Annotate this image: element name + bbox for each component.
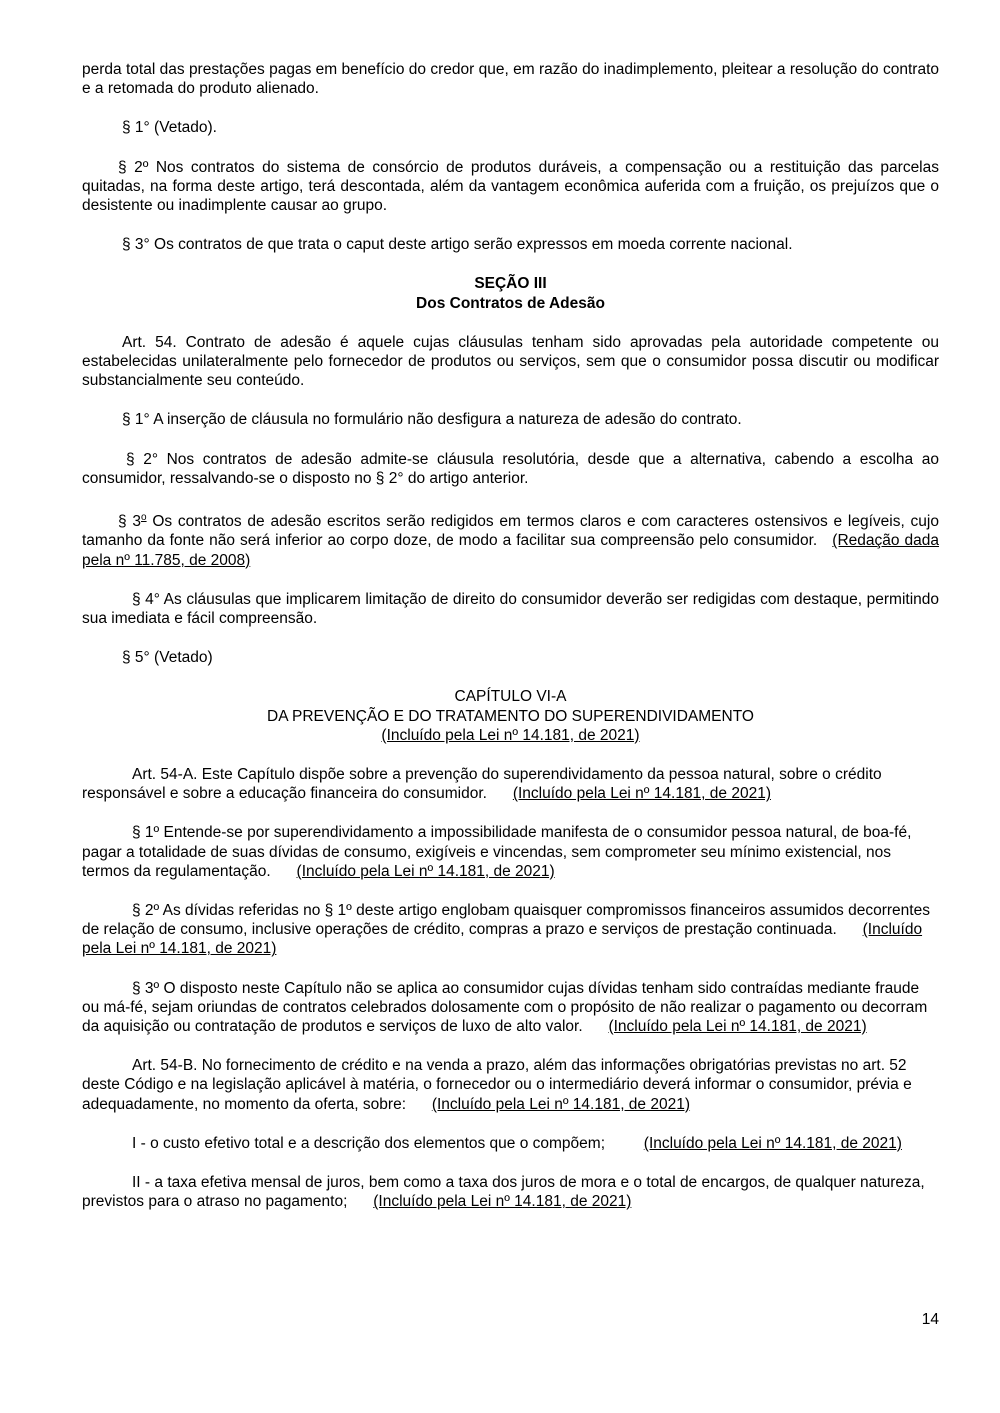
amendment-link[interactable]: (Incluído pela Lei nº 14.181, de 2021) xyxy=(296,862,555,880)
amendment-link[interactable]: (Incluído pela Lei nº 14.181, de 2021) xyxy=(82,921,923,958)
article-54b-caput xyxy=(82,1056,939,1114)
article-54b-inciso-2 xyxy=(82,1173,939,1211)
section-title: SEÇÃO III xyxy=(474,275,547,293)
article-54-paragraph-4: § 4° As cláusulas que implicarem limitação de direito do consumidor deverão ser redigidas com destaque, permitindo sua imediata e fácil compreensão. xyxy=(82,590,939,628)
ordinal-superscript: o xyxy=(141,512,147,524)
article-54-caput: Art. 54. Contrato de adesão é aquele cujas cláusulas tenham sido aprovadas pela autoridade competente ou estabelecidas unilateralmente pelo fornecedor de produtos ou serviços, sem que o consumidor possa discutir ou modificar substancialmente seu conteúdo. xyxy=(82,333,939,390)
article-54-paragraph-5: § 5° (Vetado) xyxy=(122,649,213,667)
article-54a-paragraph-3 xyxy=(82,979,939,1037)
document-page xyxy=(82,60,939,1231)
article-text: I - o custo efetivo total e a descrição dos elementos que o compõem; xyxy=(132,1134,606,1152)
article-text: § 3º O disposto neste Capítulo não se aplica ao consumidor cujas dívidas tenham sido contraídas mediante fraude ou má-fé, sejam oriundas de contratos celebrados dolosamente com o propósito de não realizar o pagamento ou decorram da aquisição ou contratação de produtos e serviços de luxo de alto valor. xyxy=(82,979,928,1036)
chapter-subtitle: DA PREVENÇÃO E DO TRATAMENTO DO SUPERENDIVIDAMENTO xyxy=(267,707,754,725)
article-54-paragraph-3 xyxy=(82,508,939,570)
article-text: Art. 54-B. No fornecimento de crédito e na venda a prazo, além das informações obrigatórias previstas no art. 52 deste Código e na legislação aplicável à matéria, o fornecedor ou o intermediário deverá informar o consumidor, prévia e adequadamente, no momento da oferta, sobre: xyxy=(82,1057,912,1113)
paragraph-text: Os contratos de adesão escritos serão redigidos em termos claros e com caracteres ostensivos e legíveis, cujo tamanho da fonte não será inferior ao corpo doze, de modo a facilitar sua compreensão pelo consumidor. xyxy=(82,513,939,550)
article-54a-paragraph-2 xyxy=(82,901,939,959)
article-text: II - a taxa efetiva mensal de juros, bem como a taxa dos juros de mora e o total de encargos, de qualquer natureza, previstos para o atraso no pagamento; xyxy=(82,1174,925,1211)
article-text: § 2º As dívidas referidas no § 1º deste artigo englobam quaisquer compromissos financeiros assumidos decorrentes de relação de consumo, inclusive operações de crédito, compras a prazo e serviços de prestação continuada. xyxy=(82,902,930,939)
section-heading xyxy=(82,274,939,312)
page-number: 14 xyxy=(921,1311,939,1328)
article-54b-inciso-1 xyxy=(82,1134,939,1153)
paragraph-symbol: § 3 xyxy=(118,513,142,531)
amendment-link[interactable]: (Incluído pela Lei nº 14.181, de 2021) xyxy=(431,1095,691,1113)
paragraph-53-3: § 3° Os contratos de que trata o caput deste artigo serão expressos em moeda corrente nacional. xyxy=(122,236,793,254)
amendment-link[interactable]: (Incluído pela Lei nº 14.181, de 2021) xyxy=(643,1134,902,1152)
paragraph-53-2: § 2º Nos contratos do sistema de consórcio de produtos duráveis, a compensação ou a restituição das parcelas quitadas, na forma deste artigo, terá descontada, além da vantagem econômica auferida com a fruição, os prejuízos que o desistente ou inadimplente causar ao grupo. xyxy=(82,158,939,215)
article-54-paragraph-2: § 2° Nos contratos de adesão admite-se cláusula resolutória, desde que a alternativa, cabendo a escolha ao consumidor, ressalvando-se o disposto no § 2° do artigo anterior. xyxy=(82,450,939,487)
section-subtitle: Dos Contratos de Adesão xyxy=(416,294,605,312)
article-text: Art. 54-A. Este Capítulo dispõe sobre a prevenção do superendividamento da pessoa natural, sobre o crédito responsável e sobre a educação financeira do consumidor. xyxy=(82,766,882,803)
paragraph-53-1: § 1° (Vetado). xyxy=(122,119,217,137)
article-54-paragraph-1: § 1° A inserção de cláusula no formulário não desfigura a natureza de adesão do contrato. xyxy=(122,411,742,429)
amendment-link[interactable]: (Redação dada pela nº 11.785, de 2008) xyxy=(82,532,940,569)
amendment-link[interactable]: (Incluído pela Lei nº 14.181, de 2021) xyxy=(373,1193,632,1211)
amendment-link[interactable]: (Incluído pela Lei nº 14.181, de 2021) xyxy=(512,785,771,803)
paragraph-continuation: perda total das prestações pagas em benefício do credor que, em razão do inadimplemento, pleitear a resolução do contrato e a retomada do produto alienado. xyxy=(82,61,939,98)
chapter-title: CAPÍTULO VI-A xyxy=(454,688,567,706)
amendment-link[interactable]: (Incluído pela Lei nº 14.181, de 2021) xyxy=(608,1018,867,1036)
article-54a-caput xyxy=(82,765,939,803)
article-54a-paragraph-1 xyxy=(82,823,939,881)
amendment-link[interactable]: (Incluído pela Lei nº 14.181, de 2021) xyxy=(381,726,640,744)
chapter-heading xyxy=(82,687,939,745)
article-text: § 1º Entende-se por superendividamento a impossibilidade manifesta de o consumidor pessoa natural, de boa-fé, pagar a totalidade de suas dívidas de consumo, exigíveis e vincendas, sem comprometer seu mínimo existencial, nos termos da regulamentação. xyxy=(82,824,912,880)
